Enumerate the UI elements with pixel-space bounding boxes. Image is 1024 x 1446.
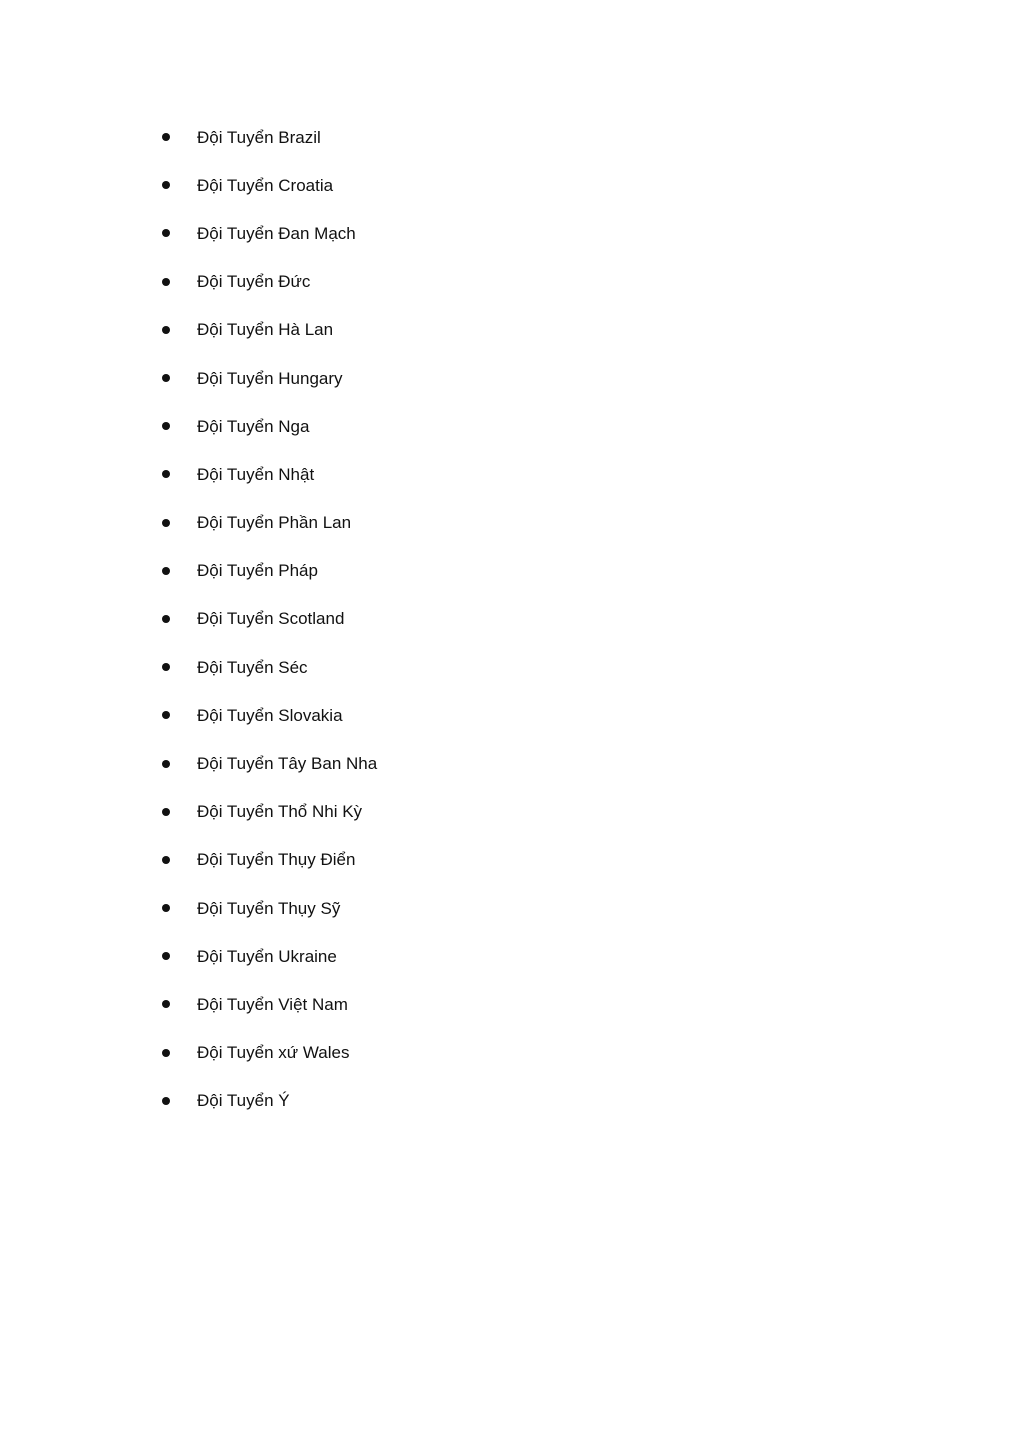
list-item [162,547,377,595]
list-item [162,691,377,739]
team-name: Đội Tuyển Thổ Nhi Kỳ [197,802,363,822]
list-item [162,402,377,450]
team-name: Đội Tuyển Slovakia [197,705,343,725]
bullet-icon [162,1097,170,1105]
team-name: Đội Tuyển Đan Mạch [197,223,356,243]
team-name: Đội Tuyển Brazil [197,127,321,147]
bullet-icon [162,181,170,189]
team-name: Đội Tuyển Croatia [197,175,334,195]
team-name: Đội Tuyển Đức [197,272,311,292]
list-item [162,884,377,932]
bullet-icon [162,133,170,141]
list-item [162,788,377,836]
bullet-icon [162,760,170,768]
team-name: Đội Tuyển Ý [197,1091,290,1111]
team-name: Đội Tuyển Phần Lan [197,513,352,533]
list-item [162,980,377,1028]
bullet-icon [162,615,170,623]
bullet-icon [162,470,170,478]
list-item [162,1077,377,1125]
team-name: Đội Tuyển Scotland [197,609,345,629]
list-item [162,1029,377,1077]
bullet-icon [162,1000,170,1008]
list-item [162,836,377,884]
list-item [162,739,377,787]
bullet-icon [162,567,170,575]
list-item [162,354,377,402]
bullet-icon [162,326,170,334]
bullet-icon [162,856,170,864]
list-item [162,258,377,306]
bullet-icon [162,1049,170,1057]
bullet-icon [162,904,170,912]
list-item [162,932,377,980]
bullet-icon [162,519,170,527]
list-item [162,209,377,257]
team-name: Đội Tuyển Nhật [197,464,315,484]
list-item [162,161,377,209]
team-name: Đội Tuyển xứ Wales [197,1043,350,1063]
team-name: Đội Tuyển Hà Lan [197,320,334,340]
list-item [162,306,377,354]
bullet-icon [162,278,170,286]
list-item [162,450,377,498]
bullet-icon [162,952,170,960]
bullet-icon [162,374,170,382]
list-item [162,499,377,547]
bullet-icon [162,808,170,816]
bullet-icon [162,229,170,237]
team-name: Đội Tuyển Thụy Điển [197,850,356,870]
list-item [162,113,377,161]
team-name: Đội Tuyển Thụy Sỹ [197,898,341,918]
team-name: Đội Tuyển Hungary [197,368,343,388]
team-name: Đội Tuyển Việt Nam [197,994,348,1014]
team-name: Đội Tuyển Nga [197,416,310,436]
team-name: Đội Tuyển Tây Ban Nha [197,754,378,774]
bullet-icon [162,663,170,671]
list-item [162,595,377,643]
list-item [162,643,377,691]
team-name: Đội Tuyển Pháp [197,561,318,581]
team-name: Đội Tuyển Séc [197,657,308,677]
bullet-icon [162,422,170,430]
team-name: Đội Tuyển Ukraine [197,946,337,966]
team-list [162,113,377,1125]
bullet-icon [162,711,170,719]
